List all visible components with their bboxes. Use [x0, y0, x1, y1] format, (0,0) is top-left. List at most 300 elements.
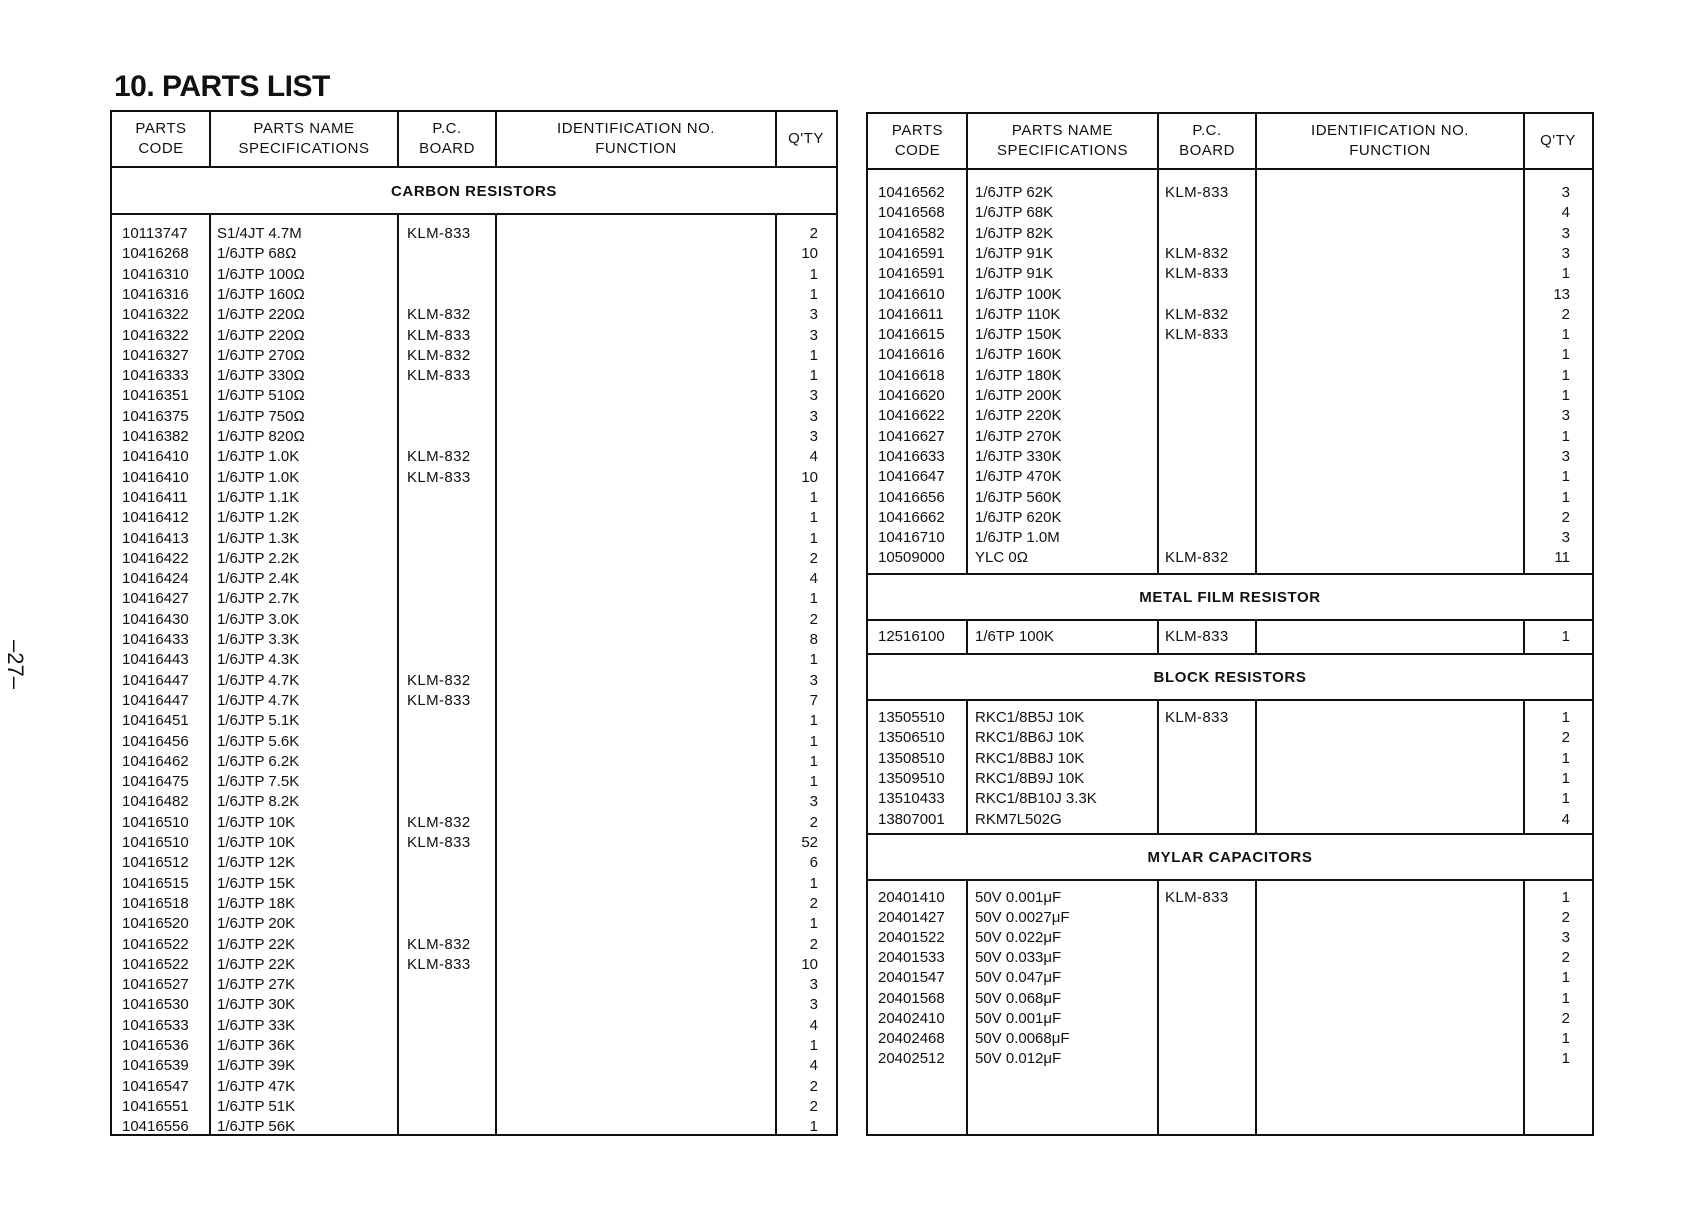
part-code: 10416618: [878, 366, 945, 384]
parts-table-right: [866, 112, 1594, 1136]
pc-board: KLM-833: [407, 834, 471, 851]
table-row: [112, 630, 836, 650]
table-row: [112, 427, 836, 447]
table-row: [868, 366, 1592, 386]
pc-board: KLM-833: [1165, 184, 1229, 201]
table-row: [112, 366, 836, 386]
part-spec: 1/6JTP 160Ω: [217, 285, 305, 303]
part-spec: 1/6JTP 3.3K: [217, 631, 300, 648]
quantity: 1: [1561, 769, 1570, 787]
part-code: 10416322: [122, 306, 189, 324]
part-code: 10416615: [878, 326, 945, 344]
pc-board: KLM-832: [1165, 549, 1229, 567]
part-code: 13506510: [878, 729, 945, 747]
table-row: [868, 345, 1592, 365]
quantity: 10: [801, 468, 818, 486]
table-row: [112, 1036, 836, 1056]
part-spec: 1/6JTP 470K: [975, 468, 1062, 486]
table-row: [112, 732, 836, 752]
part-code: 13509510: [878, 769, 945, 787]
quantity: 3: [1561, 529, 1570, 547]
quantity: 2: [1561, 305, 1570, 323]
table-row: [868, 427, 1592, 447]
part-spec: 50V 0.068μF: [975, 989, 1062, 1007]
table-row: [868, 183, 1592, 203]
pc-board: KLM-833: [1165, 628, 1229, 645]
part-spec: 1/6JTP 150K: [975, 326, 1062, 344]
quantity: 52: [801, 834, 818, 851]
header-parts-code: PARTS CODE: [891, 122, 944, 159]
part-code: 10416622: [878, 407, 945, 425]
pc-board: KLM-833: [1165, 326, 1229, 344]
table-row: [112, 853, 836, 873]
part-spec: 1/6JTP 330Ω: [217, 367, 305, 385]
quantity: 1: [809, 1037, 818, 1054]
part-spec: 1/6JTP 3.0K: [217, 610, 300, 628]
table-row: [112, 407, 836, 427]
part-code: 10416382: [122, 428, 189, 445]
table-row: [112, 813, 836, 833]
quantity: 3: [809, 387, 818, 405]
quantity: 1: [1561, 346, 1570, 364]
table-header-right: [868, 114, 1592, 170]
part-code: 10416610: [878, 285, 945, 303]
quantity: 2: [809, 813, 818, 831]
part-code: 10416327: [122, 346, 189, 364]
quantity: 4: [809, 448, 818, 466]
quantity: 3: [1561, 224, 1570, 242]
part-spec: 1/6JTP 2.7K: [217, 590, 300, 608]
table-row: [868, 244, 1592, 264]
table-row: [112, 833, 836, 853]
part-code: 10416547: [122, 1077, 189, 1095]
quantity: 3: [809, 671, 818, 689]
part-spec: 50V 0.001μF: [975, 889, 1062, 906]
part-spec: 1/6JTP 1.0K: [217, 468, 300, 486]
part-spec: 1/6JTP 10K: [217, 813, 296, 831]
pc-board: KLM-832: [407, 346, 471, 364]
quantity: 2: [809, 1097, 818, 1115]
part-code: 10416662: [878, 508, 945, 526]
table-row: [868, 264, 1592, 284]
part-code: 10416411: [122, 488, 188, 506]
part-code: 20401427: [878, 909, 945, 927]
part-spec: 1/6JTP 1.3K: [217, 529, 300, 547]
part-spec: 1/6JTP 30K: [217, 996, 296, 1014]
quantity: 1: [1561, 326, 1570, 344]
table-row: [868, 285, 1592, 305]
part-code: 10416351: [122, 387, 189, 405]
quantity: 1: [1561, 265, 1570, 283]
table-row: [868, 728, 1592, 748]
quantity: 4: [1561, 204, 1570, 222]
part-code: 10416527: [122, 976, 189, 994]
part-code: 10416433: [122, 631, 189, 648]
table-row: [868, 968, 1592, 988]
part-spec: 1/6JTP 47K: [217, 1077, 296, 1095]
part-code: 13505510: [878, 709, 945, 726]
part-code: 10416410: [122, 468, 189, 486]
part-spec: 1/6JTP 750Ω: [217, 407, 305, 425]
pc-board: KLM-833: [1165, 709, 1229, 726]
table-row: [868, 305, 1592, 325]
header-qty: Q'TY: [1540, 132, 1576, 149]
part-spec: 1/6JTP 330K: [975, 447, 1062, 465]
page-title: 10. PARTS LIST: [114, 70, 330, 103]
section-metal-film-resistor: METAL FILM RESISTOR: [1139, 588, 1321, 606]
part-code: 10416412: [122, 509, 189, 527]
table-row: [112, 589, 836, 609]
part-spec: 1/6JTP 1.0M: [975, 529, 1060, 547]
header-pc-board: P.C. BOARD: [419, 120, 475, 157]
part-spec: 1/6JTP 2.4K: [217, 570, 300, 588]
part-spec: RKC1/8B5J 10K: [975, 709, 1085, 726]
pc-board: KLM-833: [407, 367, 471, 385]
part-code: 10416510: [122, 834, 189, 851]
table-row: [112, 386, 836, 406]
quantity: 1: [1561, 468, 1570, 486]
quantity: 1: [1561, 790, 1570, 808]
table-row: [868, 1009, 1592, 1029]
table-row: [868, 948, 1592, 968]
quantity: 3: [809, 793, 818, 811]
part-code: 20402468: [878, 1029, 945, 1047]
part-code: 10416647: [878, 468, 945, 486]
table-row: [868, 908, 1592, 928]
pc-board: KLM-832: [407, 448, 471, 466]
quantity: 1: [809, 285, 818, 303]
part-code: 10416310: [122, 265, 189, 283]
quantity: 3: [809, 996, 818, 1014]
quantity: 1: [1561, 749, 1570, 767]
part-code: 10416520: [122, 915, 189, 933]
quantity: 2: [1561, 1009, 1570, 1027]
part-code: 10416512: [122, 854, 189, 872]
part-spec: 1/6JTP 51K: [217, 1097, 296, 1115]
table-row: [868, 989, 1592, 1009]
part-spec: 50V 0.022μF: [975, 929, 1062, 947]
part-spec: 1/6JTP 8.2K: [217, 793, 300, 811]
table-row: [112, 305, 836, 325]
quantity: 1: [809, 509, 818, 527]
part-spec: 1/6JTP 68K: [975, 204, 1054, 222]
part-code: 10416515: [122, 874, 189, 892]
table-row: [112, 468, 836, 488]
quantity: 1: [809, 590, 818, 608]
part-spec: 1/6JTP 100Ω: [217, 265, 305, 283]
table-row: [868, 888, 1592, 908]
quantity: 2: [809, 894, 818, 912]
part-spec: 1/6JTP 180K: [975, 366, 1062, 384]
part-code: 10416424: [122, 570, 189, 588]
table-row: [868, 1049, 1592, 1069]
part-code: 10416462: [122, 752, 189, 770]
part-spec: 1/6JTP 82K: [975, 224, 1054, 242]
pc-board: KLM-832: [407, 671, 471, 689]
quantity: 1: [809, 346, 818, 364]
part-spec: 1/6JTP 270K: [975, 427, 1062, 445]
part-code: 10416533: [122, 1016, 189, 1034]
table-row: [112, 874, 836, 894]
table-row: [868, 508, 1592, 528]
part-code: 20401568: [878, 989, 945, 1007]
part-spec: 1/6JTP 12K: [217, 854, 296, 872]
quantity: 1: [1561, 889, 1570, 906]
table-row: [112, 1077, 836, 1097]
part-code: 10416582: [878, 224, 945, 242]
part-code: 10416522: [122, 935, 189, 953]
table-row: [112, 995, 836, 1015]
part-spec: 1/6JTP 36K: [217, 1037, 296, 1054]
part-spec: 1/6JTP 56K: [217, 1118, 296, 1136]
part-spec: 1/6JTP 820Ω: [217, 428, 305, 445]
quantity: 1: [809, 915, 818, 933]
table-row: [868, 447, 1592, 467]
table-row: [112, 792, 836, 812]
table-row: [868, 928, 1592, 948]
part-spec: 1/6JTP 510Ω: [217, 387, 305, 405]
part-spec: 1/6JTP 18K: [217, 894, 296, 912]
part-spec: 1/6JTP 4.7K: [217, 671, 300, 689]
pc-board: KLM-832: [407, 306, 471, 324]
quantity: 10: [801, 955, 818, 973]
quantity: 3: [1561, 447, 1570, 465]
part-spec: 1/6JTP 220K: [975, 407, 1062, 425]
quantity: 2: [809, 935, 818, 953]
part-code: 10416422: [122, 549, 189, 567]
header-parts-code: PARTS CODE: [135, 120, 187, 157]
quantity: 2: [1561, 729, 1570, 747]
table-row: [112, 894, 836, 914]
part-code: 10416522: [122, 955, 189, 973]
part-spec: 1/6JTP 5.6K: [217, 732, 300, 750]
table-row: [112, 285, 836, 305]
part-code: 10416656: [878, 488, 945, 506]
quantity: 1: [809, 773, 818, 791]
table-row: [112, 1016, 836, 1036]
quantity: 10: [801, 245, 818, 263]
part-spec: 1/6JTP 68Ω: [217, 245, 297, 263]
quantity: 2: [809, 1077, 818, 1095]
part-spec: 1/6JTP 220Ω: [217, 306, 305, 324]
part-spec: 1/6JTP 10K: [217, 834, 296, 851]
table-row: [868, 1029, 1592, 1049]
table-header: [112, 112, 836, 168]
table-row: [112, 488, 836, 508]
part-code: 12516100: [878, 628, 945, 645]
part-spec: 1/6JTP 22K: [217, 935, 296, 953]
part-code: 13807001: [878, 810, 945, 828]
part-spec: 1/6JTP 33K: [217, 1016, 296, 1034]
table-row: [112, 752, 836, 772]
part-spec: 1/6JTP 22K: [217, 955, 296, 973]
part-spec: 1/6JTP 1.0K: [217, 448, 300, 466]
table-row: [112, 955, 836, 975]
pc-board: KLM-833: [407, 326, 471, 344]
part-spec: 1/6JTP 110K: [975, 305, 1061, 323]
part-spec: 1/6JTP 4.7K: [217, 691, 300, 709]
quantity: 1: [809, 367, 818, 385]
quantity: 1: [1561, 427, 1570, 445]
part-code: 10113747: [122, 225, 188, 242]
table-row: [868, 467, 1592, 487]
part-spec: 1/6JTP 200K: [975, 387, 1062, 404]
part-code: 10416539: [122, 1057, 189, 1075]
part-code: 10416443: [122, 651, 189, 669]
part-spec: YLC 0Ω: [975, 549, 1028, 567]
header-pc-board: P.C. BOARD: [1179, 122, 1235, 159]
section-block-resistors: BLOCK RESISTORS: [1153, 668, 1307, 686]
header-qty: Q'TY: [788, 130, 824, 147]
part-code: 20401533: [878, 949, 945, 967]
table-row: [112, 346, 836, 366]
part-spec: 50V 0.047μF: [975, 969, 1062, 987]
header-identification: IDENTIFICATION NO. FUNCTION: [557, 120, 715, 157]
part-code: 10416518: [122, 894, 189, 912]
quantity: 1: [1561, 969, 1570, 987]
part-spec: 1/6JTP 100K: [975, 285, 1062, 303]
part-code: 10416627: [878, 427, 945, 445]
part-code: 10416591: [878, 265, 945, 283]
quantity: 3: [809, 428, 818, 445]
part-code: 10416316: [122, 285, 189, 303]
part-code: 10416568: [878, 204, 945, 222]
part-spec: 1/6JTP 7.5K: [217, 773, 300, 791]
part-code: 10416410: [122, 448, 189, 466]
table-row: [112, 569, 836, 589]
part-spec: 1/6JTP 220Ω: [217, 326, 305, 344]
table-row: [868, 386, 1592, 406]
table-row: [112, 549, 836, 569]
part-spec: 1/6JTP 4.3K: [217, 651, 300, 669]
part-spec: 1/6JTP 160K: [975, 346, 1062, 364]
part-code: 10416510: [122, 813, 189, 831]
part-code: 10416591: [878, 244, 945, 262]
table-row: [112, 244, 836, 264]
part-code: 10416475: [122, 773, 189, 791]
part-code: 13508510: [878, 749, 945, 767]
quantity: 1: [809, 732, 818, 750]
part-spec: 1/6JTP 1.1K: [217, 488, 300, 506]
table-row: [868, 708, 1592, 728]
pc-board: KLM-833: [407, 955, 471, 973]
part-spec: 50V 0.001μF: [975, 1009, 1062, 1027]
part-code: 10509000: [878, 549, 945, 567]
part-code: 10416611: [878, 305, 944, 323]
part-spec: 50V 0.033μF: [975, 949, 1062, 967]
pc-board: KLM-833: [1165, 889, 1229, 906]
part-spec: RKC1/8B10J 3.3K: [975, 790, 1097, 808]
part-code: 20402512: [878, 1049, 945, 1067]
quantity: 1: [809, 874, 818, 892]
quantity: 3: [1561, 184, 1570, 201]
quantity: 3: [1561, 244, 1570, 262]
quantity: 2: [809, 225, 818, 242]
header-parts-name: PARTS NAME SPECIFICATIONS: [238, 120, 370, 157]
quantity: 2: [809, 549, 818, 567]
quantity: 2: [1561, 949, 1570, 967]
table-row: [868, 203, 1592, 223]
quantity: 4: [809, 1016, 818, 1034]
quantity: 4: [809, 1057, 818, 1075]
header-parts-name: PARTS NAME SPECIFICATIONS: [997, 122, 1128, 159]
part-spec: 1/6JTP 5.1K: [217, 712, 300, 730]
table-row: [868, 749, 1592, 769]
quantity: 1: [809, 488, 818, 506]
quantity: 1: [1561, 488, 1570, 506]
table-row: [112, 691, 836, 711]
table-row: [112, 508, 836, 528]
table-row: [868, 548, 1592, 568]
part-spec: 50V 0.0027μF: [975, 909, 1070, 927]
quantity: 1: [1561, 1029, 1570, 1047]
table-row: [112, 671, 836, 691]
quantity: 1: [809, 1118, 818, 1136]
table-row: [112, 529, 836, 549]
pc-board: KLM-833: [1165, 265, 1229, 283]
quantity: 4: [809, 570, 818, 588]
part-code: 10416616: [878, 346, 945, 364]
pc-board: KLM-832: [407, 813, 471, 831]
part-code: 10416427: [122, 590, 189, 608]
table-row: [112, 447, 836, 467]
table-row: [868, 325, 1592, 345]
table-row: [112, 914, 836, 934]
quantity: 6: [809, 854, 818, 872]
table-row: [112, 935, 836, 955]
part-spec: 1/6JTP 91K: [975, 244, 1054, 262]
table-row: [112, 265, 836, 285]
part-code: 10416620: [878, 387, 945, 404]
part-code: 10416633: [878, 447, 945, 465]
quantity: 1: [809, 752, 818, 770]
quantity: 2: [1561, 909, 1570, 927]
part-code: 10416456: [122, 732, 189, 750]
table-row: [112, 224, 836, 244]
table-row: [112, 1097, 836, 1117]
part-spec: RKC1/8B6J 10K: [975, 729, 1085, 747]
table-row: [112, 326, 836, 346]
quantity: 3: [809, 407, 818, 425]
quantity: 2: [1561, 508, 1570, 526]
part-spec: 1/6JTP 1.2K: [217, 509, 300, 527]
part-code: 13510433: [878, 790, 945, 808]
part-code: 10416447: [122, 691, 189, 709]
part-spec: 50V 0.012μF: [975, 1049, 1062, 1067]
part-spec: 1/6JTP 560K: [975, 488, 1062, 506]
quantity: 7: [809, 691, 818, 709]
part-code: 10416333: [122, 367, 189, 385]
quantity: 1: [809, 651, 818, 669]
part-spec: RKC1/8B8J 10K: [975, 749, 1085, 767]
part-spec: 1/6JTP 620K: [975, 508, 1062, 526]
part-code: 10416268: [122, 245, 189, 263]
table-row: [112, 610, 836, 630]
part-code: 20401522: [878, 929, 945, 947]
table-row: [868, 789, 1592, 809]
part-code: 10416551: [122, 1097, 189, 1115]
part-spec: 1/6TP 100K: [975, 628, 1054, 645]
table-row: [112, 1117, 836, 1137]
table-row: [868, 488, 1592, 508]
table-row: [868, 528, 1592, 548]
part-spec: 1/6JTP 2.2K: [217, 549, 300, 567]
part-spec: S1/4JT 4.7M: [217, 225, 302, 242]
quantity: 2: [809, 610, 818, 628]
header-identification: IDENTIFICATION NO. FUNCTION: [1311, 122, 1469, 159]
quantity: 1: [1561, 709, 1570, 726]
part-spec: RKM7L502G: [975, 810, 1062, 828]
